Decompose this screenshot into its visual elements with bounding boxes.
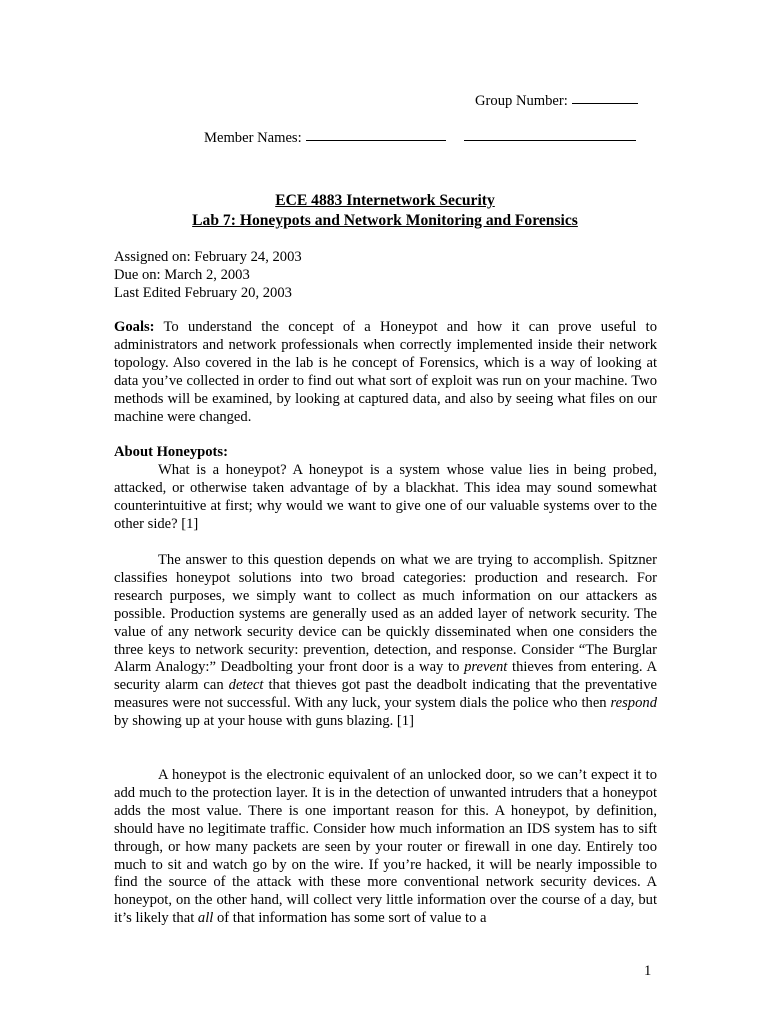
para2-part-b: thieves from entering. A security alarm can <box>114 659 658 694</box>
group-number-field <box>475 93 638 111</box>
group-number-label: Group Number: <box>475 93 568 109</box>
para2-detect: detect <box>228 677 264 694</box>
goals-section <box>114 319 657 426</box>
due-date: Due on: March 2, 2003 <box>114 266 250 283</box>
para2-part-a: The answer to this question depends on what we are trying to accomplish. Spitzner classifies honeypot solutions into two broad categories: production and research. For research purposes, we simply want to collect as much information on our attackers as possible. Production systems are generally used as an added layer of network security. The value of any network security device can be quickly disseminated when one considers the three keys to network security: prevention, detection, and response. Consider “The Burglar Alarm Analogy:” Deadbolting your front door is a way to <box>114 552 657 676</box>
about-heading: About Honeypots: <box>114 444 228 460</box>
date-info <box>114 249 302 303</box>
title-course: ECE 4883 Internetwork Security <box>275 192 495 209</box>
paragraph-3-text <box>114 767 657 928</box>
member-name-blank-1 <box>306 139 446 141</box>
title-lab: Lab 7: Honeypots and Network Monitoring and Forensics <box>192 212 578 229</box>
goals-text: To understand the concept of a Honeypot and how it can prove useful to administrators and network professionals when correctly implemented inside their network topology. Also covered in the lab is he concept of Forensics, which is a way of looking at data you’ve collected in order to find out what sort of exploit was run on your machine. Two methods will be examined, by looking at captured data, and also by seeing what files on our machine were changed. <box>114 319 657 425</box>
edited-date: Last Edited February 20, 2003 <box>114 284 292 301</box>
assigned-date: Assigned on: February 24, 2003 <box>114 249 302 265</box>
para2-part-d: by showing up at your house with guns blazing. [1] <box>114 713 414 730</box>
para3-all: all <box>197 910 214 927</box>
para2-part-c: that thieves got past the deadbolt indicating that the preventative measures were not successful. With any luck, your system dials the police who then <box>114 677 657 712</box>
para3-part-b: of that information has some sort of value to a <box>213 910 487 927</box>
about-honeypots-section <box>114 444 657 534</box>
paragraph-2 <box>114 552 657 731</box>
goals-label: Goals: <box>114 319 155 335</box>
group-number-blank <box>572 102 638 104</box>
paragraph-2-text <box>114 552 657 731</box>
para2-prevent: prevent <box>464 659 508 676</box>
about-paragraph-1: What is a honeypot? A honeypot is a system whose value lies in being probed, attacked, or otherwise taken advantage of by a blackhat. This idea may sound somewhat counterintuitive at first; why would we want to give one of our valuable systems over to the other side? [1] <box>114 461 657 532</box>
page-number: 1 <box>644 963 652 979</box>
paragraph-3 <box>114 767 657 928</box>
para3-part-a: A honeypot is the electronic equivalent of an unlocked door, so we can’t expect it to add much to the protection layer. It is in the detection of unwanted intruders that a honeypot adds the most value. There is one important reason for this. A honeypot, by definition, should have no legitimate traffic. Consider how much information an IDS system has to sift through, or how many packets are seen by your router or firewall in one day. Entirely too much to sit and watch go by on the wire. If you’re hacked, it will be nearly impossible to find the source of the attack with these more conventional network security devices. A honeypot, on the other hand, will collect very little information over the course of a day, but it’s likely that <box>114 767 657 927</box>
para2-respond: respond <box>610 695 657 712</box>
goals-paragraph <box>114 319 657 426</box>
member-name-blank-2 <box>464 139 636 141</box>
member-names-label: Member Names: <box>204 130 302 146</box>
member-names-field <box>204 130 636 148</box>
